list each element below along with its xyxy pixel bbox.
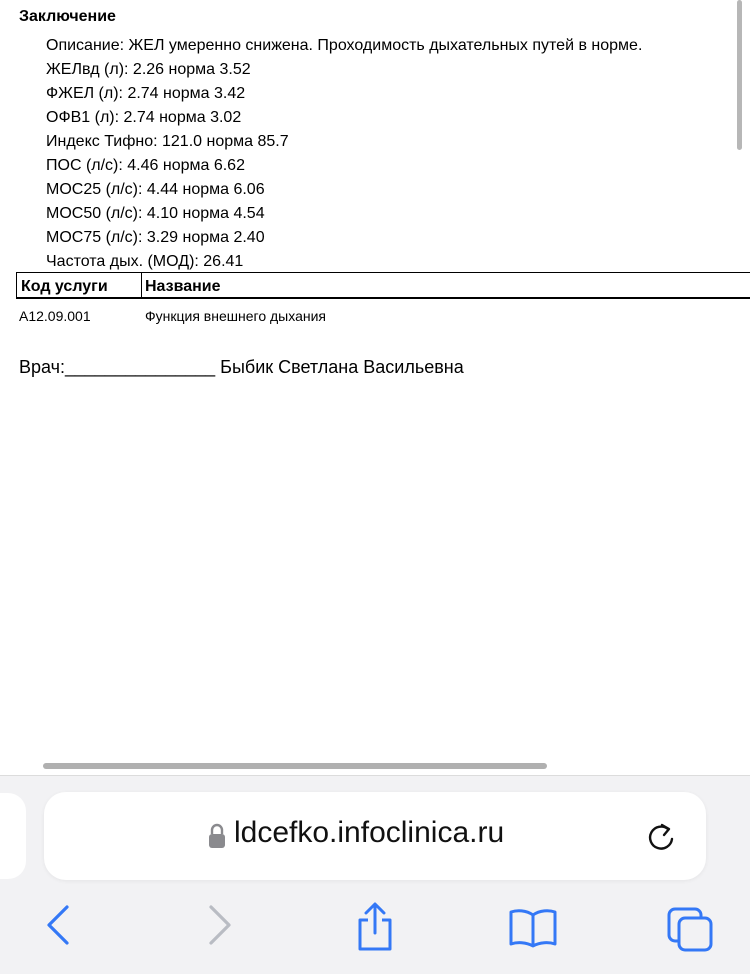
- browser-toolbar: [0, 775, 750, 974]
- lock-icon: [208, 823, 226, 849]
- conclusion-lines: [46, 34, 642, 274]
- previous-tab-card[interactable]: [0, 793, 26, 879]
- url-text[interactable]: ldcefko.infoclinica.ru: [234, 816, 505, 849]
- bookmarks-icon[interactable]: [508, 908, 558, 948]
- result-line: МОС75 (л/с): 3.29 норма 2.40: [46, 229, 265, 246]
- result-line: ФЖЕЛ (л): 2.74 норма 3.42: [46, 85, 246, 102]
- result-line: МОС25 (л/с): 4.44 норма 6.06: [46, 181, 265, 198]
- doctor-signature-line: Врач:_______________ Быбик Светлана Васильевна: [19, 357, 464, 377]
- result-line: МОС50 (л/с): 4.10 норма 4.54: [46, 205, 265, 222]
- column-divider: [141, 273, 142, 297]
- column-header-code: Код услуги: [21, 278, 108, 295]
- result-line: Индекс Тифно: 121.0 норма 85.7: [46, 133, 289, 150]
- horizontal-scrollbar[interactable]: [43, 763, 547, 769]
- services-table-header: [16, 272, 750, 299]
- section-title: Заключение: [19, 8, 116, 25]
- address-bar[interactable]: [44, 792, 706, 880]
- tabs-icon[interactable]: [666, 906, 714, 952]
- result-line: ОФВ1 (л): 2.74 норма 3.02: [46, 109, 242, 126]
- result-line: Частота дых. (МОД): 26.41: [46, 253, 244, 270]
- service-code-cell: A12.09.001: [19, 308, 91, 324]
- service-name-cell: Функция внешнего дыхания: [145, 308, 326, 324]
- forward-icon[interactable]: [207, 904, 233, 946]
- result-line: ЖЕЛвд (л): 2.26 норма 3.52: [46, 61, 251, 78]
- back-icon[interactable]: [45, 904, 71, 946]
- column-header-name: Название: [145, 278, 221, 295]
- description-line: Описание: ЖЕЛ умеренно снижена. Проходимость дыхательных путей в норме.: [46, 37, 643, 54]
- vertical-scrollbar[interactable]: [737, 0, 742, 150]
- result-line: ПОС (л/с): 4.46 норма 6.62: [46, 157, 245, 174]
- reload-icon[interactable]: [646, 820, 678, 854]
- share-icon[interactable]: [355, 902, 395, 952]
